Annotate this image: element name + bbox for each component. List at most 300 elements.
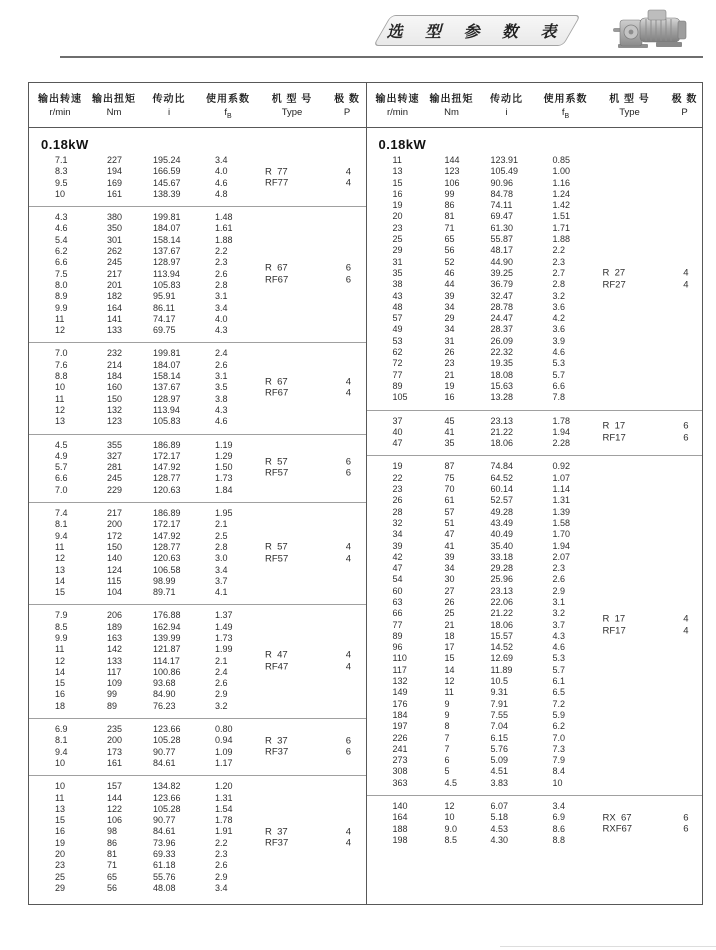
cell-service-factor: 1.24 [552, 188, 571, 199]
cell-ratio: 26.09 [490, 335, 514, 346]
col-header-zh: 机 型 号 [609, 94, 650, 106]
cell-speed: 29 [55, 882, 66, 893]
cell-service-factor: 3.5 [215, 382, 228, 393]
cell-ratio: 120.63 [153, 553, 181, 564]
gear-motor-image [612, 8, 694, 52]
table-section [29, 128, 366, 206]
cell-ratio: 158.14 [153, 234, 181, 245]
cell-torque: 81 [444, 211, 455, 222]
model-type-label: RF57 [265, 467, 289, 479]
cell-speed: 53 [392, 335, 403, 346]
table-row [29, 689, 366, 700]
table-row [367, 541, 703, 552]
cell-torque: 327 [107, 450, 123, 461]
cell-ratio: 137.67 [153, 246, 181, 257]
cell-speed: 62 [392, 347, 403, 358]
cell-torque: 142 [107, 644, 123, 655]
cell-service-factor: 1.58 [552, 517, 571, 528]
cell-torque: 15 [444, 653, 455, 664]
col-header-zh: 传动比 [490, 94, 523, 106]
cell-service-factor: 6.5 [552, 687, 566, 698]
table-section [29, 434, 366, 502]
cell-torque: 8.5 [444, 834, 458, 845]
cell-speed: 149 [392, 687, 408, 698]
cell-torque: 281 [107, 462, 123, 473]
cell-speed: 8.0 [55, 279, 68, 290]
cell-ratio: 22.32 [490, 347, 514, 358]
table-body-right [367, 128, 703, 904]
cell-ratio: 195.24 [153, 155, 181, 165]
cell-torque: 39 [444, 551, 455, 562]
cell-ratio: 84.78 [490, 188, 514, 199]
col-header-torque [427, 90, 477, 120]
cell-service-factor: 1.37 [215, 610, 233, 621]
cell-torque: 184 [107, 371, 123, 382]
cell-ratio: 23.13 [490, 585, 514, 596]
cell-service-factor: 2.2 [215, 246, 228, 257]
model-type-row [603, 824, 703, 835]
col-header-en: Nm [106, 107, 122, 119]
model-type-row [265, 274, 365, 285]
cell-ratio: 6.15 [490, 732, 509, 743]
cell-torque: 98 [107, 826, 118, 837]
table-row [29, 405, 366, 416]
table-row [29, 883, 366, 894]
model-type-label: RF67 [265, 387, 289, 399]
table-row [29, 291, 366, 302]
model-type-row [265, 178, 365, 189]
cell-ratio: 35.40 [490, 540, 514, 551]
cell-service-factor: 1.42 [552, 200, 571, 211]
cell-ratio: 7.55 [490, 709, 509, 720]
model-type-row [603, 432, 703, 443]
model-type-label: R 57 [265, 541, 288, 553]
cell-ratio: 128.77 [153, 541, 181, 552]
poles-value: 4 [345, 826, 351, 838]
model-type-row [265, 661, 365, 672]
cell-service-factor: 4.1 [215, 587, 228, 598]
terminal-box [648, 10, 666, 20]
cell-ratio: 139.99 [153, 632, 181, 643]
cell-ratio: 98.99 [153, 575, 176, 586]
cell-speed: 40 [392, 426, 403, 437]
cell-service-factor: 1.49 [215, 621, 233, 632]
table-row [29, 793, 366, 804]
table-row [29, 485, 366, 496]
cell-torque: 23 [444, 358, 455, 369]
cell-torque: 169 [107, 177, 123, 188]
cell-speed: 14 [55, 575, 66, 586]
table-row [367, 200, 703, 211]
section-rows [29, 610, 366, 712]
model-type-label: R 37 [265, 735, 288, 747]
cell-torque: 150 [107, 541, 123, 552]
cell-speed: 16 [392, 188, 403, 199]
cell-service-factor: 2.8 [215, 279, 228, 290]
cell-torque: 301 [107, 234, 123, 245]
cell-torque: 16 [444, 392, 455, 403]
cell-torque: 46 [444, 267, 455, 278]
cell-speed: 38 [392, 279, 403, 290]
table-row [367, 347, 703, 358]
fan-cover [678, 21, 686, 39]
cell-service-factor: 1.95 [215, 508, 233, 519]
cell-speed: 188 [392, 823, 408, 834]
cell-speed: 39 [392, 540, 403, 551]
col-header-zh: 输出转速 [375, 94, 420, 106]
cell-service-factor: 2.8 [215, 541, 228, 552]
col-header-zh: 传动比 [152, 94, 186, 106]
cell-speed: 34 [392, 529, 403, 540]
cell-service-factor: 4.3 [215, 325, 228, 336]
col-header-service-factor [537, 90, 595, 120]
cell-torque: 350 [107, 223, 123, 234]
table-row [29, 815, 366, 826]
model-type-block [265, 542, 365, 565]
cell-service-factor: 1.17 [215, 757, 233, 768]
cell-speed: 11 [55, 644, 65, 655]
cell-service-factor: 2.9 [215, 689, 228, 700]
table-row [367, 473, 703, 484]
cell-speed: 28 [392, 506, 403, 517]
cell-service-factor: 1.29 [215, 450, 233, 461]
cell-ratio: 7.04 [490, 721, 509, 732]
cell-torque: 11 [444, 687, 454, 698]
table-row [367, 699, 703, 710]
cell-torque: 132 [107, 404, 123, 415]
cell-ratio: 9.31 [490, 687, 509, 698]
cell-ratio: 184.07 [153, 359, 181, 370]
cell-speed: 19 [392, 200, 403, 211]
table-row [29, 781, 366, 792]
cell-service-factor: 3.2 [552, 290, 566, 301]
cell-ratio: 106.58 [153, 564, 181, 575]
cell-torque: 14 [444, 664, 455, 675]
cell-torque: 12 [444, 801, 455, 812]
poles-value: 4 [345, 376, 351, 388]
cell-torque: 122 [107, 803, 123, 814]
col-header-en: P [681, 107, 688, 119]
cell-torque: 9 [444, 698, 450, 709]
cell-torque: 8 [444, 721, 450, 732]
cell-service-factor: 2.6 [215, 359, 228, 370]
cell-torque: 56 [444, 245, 455, 256]
cell-service-factor: 1.78 [215, 815, 233, 826]
cell-speed: 16 [55, 826, 66, 837]
table-section [367, 455, 703, 795]
col-header-zh: 输出扭矩 [429, 94, 474, 106]
table-row [367, 710, 703, 721]
cell-service-factor: 7.2 [552, 698, 566, 709]
cell-speed: 363 [392, 777, 408, 788]
cell-service-factor: 2.28 [552, 438, 571, 449]
cell-ratio: 24.47 [490, 313, 514, 324]
cell-speed: 15 [392, 177, 403, 188]
col-header-zh: 输出转速 [38, 94, 82, 106]
table-row [367, 313, 703, 324]
cell-ratio: 166.59 [153, 166, 181, 177]
cell-ratio: 84.61 [153, 826, 176, 837]
cell-service-factor: 2.1 [215, 655, 228, 666]
cell-service-factor: 6.9 [552, 812, 566, 823]
table-section [29, 718, 366, 775]
cell-torque: 245 [107, 257, 123, 268]
cell-service-factor: 2.3 [215, 849, 228, 860]
cell-speed: 77 [392, 619, 403, 630]
cell-speed: 6.9 [55, 724, 68, 735]
cell-speed: 60 [392, 585, 403, 596]
cell-ratio: 29.28 [490, 563, 514, 574]
cell-service-factor: 2.9 [215, 871, 228, 882]
poles-value: 6 [345, 467, 351, 479]
cell-service-factor: 3.8 [215, 393, 228, 404]
col-header-en: Type [619, 107, 640, 119]
table-row [29, 235, 366, 246]
section-rows [367, 461, 703, 789]
cell-torque: 173 [107, 746, 123, 757]
cell-speed: 20 [55, 849, 66, 860]
selection-parameter-table [28, 82, 703, 905]
table-row [367, 461, 703, 472]
cell-service-factor: 10 [552, 777, 563, 788]
cell-service-factor: 2.6 [215, 678, 228, 689]
table-row [367, 336, 703, 347]
cell-ratio: 10.5 [490, 676, 509, 687]
cell-service-factor: 1.71 [552, 222, 571, 233]
cell-service-factor: 8.4 [552, 766, 566, 777]
cell-ratio: 39.25 [490, 267, 514, 278]
cell-speed: 13 [55, 564, 66, 575]
cell-ratio: 74.11 [490, 200, 513, 211]
cell-ratio: 3.83 [490, 777, 509, 788]
model-type-block [603, 421, 703, 444]
cell-speed: 89 [392, 630, 403, 641]
cell-service-factor: 3.7 [215, 575, 228, 586]
cell-ratio: 89.71 [153, 587, 176, 598]
cell-service-factor: 2.5 [215, 530, 228, 541]
model-type-label: R 57 [265, 456, 288, 468]
cell-torque: 99 [444, 188, 455, 199]
col-header-poles [665, 90, 705, 120]
power-rating-label: 0.18kW [41, 137, 89, 152]
cell-speed: 25 [392, 234, 403, 245]
cell-speed: 23 [392, 222, 403, 233]
cell-speed: 19 [392, 461, 403, 472]
model-type-block [603, 614, 703, 637]
poles-value: 6 [683, 421, 689, 433]
model-type-block [265, 377, 365, 400]
cell-speed: 8.8 [55, 371, 68, 382]
cell-torque: 163 [107, 632, 123, 643]
cell-ratio: 128.97 [153, 393, 181, 404]
table-row [29, 576, 366, 587]
cell-service-factor: 5.3 [552, 358, 566, 369]
table-row [29, 508, 366, 519]
table-row [29, 610, 366, 621]
col-header-en: r/min [49, 107, 71, 119]
poles-value: 6 [683, 823, 689, 835]
table-right-half [366, 83, 703, 904]
section-rows [29, 724, 366, 769]
cell-speed: 11 [55, 541, 65, 552]
cell-speed: 4.6 [55, 223, 68, 234]
cell-torque: 200 [107, 519, 123, 530]
cell-service-factor: 3.7 [552, 619, 566, 630]
cell-ratio: 176.88 [153, 610, 181, 621]
cell-service-factor: 5.7 [552, 369, 566, 380]
cell-service-factor: 1.91 [215, 826, 233, 837]
cell-ratio: 61.30 [490, 222, 514, 233]
cell-speed: 37 [392, 415, 403, 426]
model-type-row [603, 279, 703, 290]
table-row [29, 212, 366, 223]
cell-ratio: 128.97 [153, 257, 181, 268]
cell-ratio: 61.18 [153, 860, 176, 871]
cell-service-factor: 3.2 [215, 700, 228, 711]
cell-torque: 71 [107, 860, 118, 871]
poles-value: 6 [345, 456, 351, 468]
cell-speed: 7.6 [55, 359, 68, 370]
cell-torque: 235 [107, 724, 123, 735]
table-row [29, 189, 366, 200]
cell-service-factor: 2.4 [215, 348, 228, 359]
cell-torque: 229 [107, 484, 123, 495]
poles-value: 4 [683, 267, 689, 279]
cell-service-factor: 0.80 [215, 724, 233, 735]
cell-service-factor: 1.84 [215, 484, 233, 495]
col-header-en: r/min [386, 107, 409, 119]
cell-speed: 23 [55, 860, 66, 871]
cell-torque: 217 [107, 508, 123, 519]
cell-ratio: 44.90 [490, 256, 514, 267]
cell-torque: 57 [444, 506, 455, 517]
cell-ratio: 7.91 [490, 698, 509, 709]
cell-torque: 217 [107, 268, 123, 279]
cell-speed: 48 [392, 301, 403, 312]
cell-ratio: 22.06 [490, 596, 514, 607]
cell-speed: 10 [55, 382, 66, 393]
section-rows [29, 348, 366, 427]
cell-service-factor: 7.0 [552, 732, 566, 743]
cell-service-factor: 6.2 [552, 721, 566, 732]
table-row [29, 849, 366, 860]
table-row [29, 565, 366, 576]
model-type-label: RF17 [602, 625, 626, 637]
model-type-row [265, 456, 365, 467]
cell-ratio: 23.13 [490, 415, 514, 426]
cell-torque: 70 [444, 484, 455, 495]
cell-speed: 49 [392, 324, 403, 335]
cell-speed: 176 [392, 698, 408, 709]
cell-torque: 61 [444, 495, 455, 506]
cell-service-factor: 4.3 [552, 630, 566, 641]
cell-service-factor: 1.31 [215, 792, 233, 803]
cell-service-factor: 1.54 [215, 803, 233, 814]
cell-service-factor: 2.3 [552, 563, 566, 574]
model-type-block [265, 735, 365, 758]
cell-service-factor: 3.2 [552, 608, 566, 619]
cell-torque: 355 [107, 439, 123, 450]
cell-ratio: 60.14 [490, 484, 514, 495]
poles-value: 6 [345, 263, 351, 275]
cell-torque: 26 [444, 596, 455, 607]
table-row [367, 507, 703, 518]
cell-speed: 15 [55, 815, 66, 826]
cell-service-factor: 1.20 [215, 781, 233, 792]
table-row [29, 303, 366, 314]
cell-speed: 226 [392, 732, 408, 743]
cell-ratio: 5.76 [490, 743, 509, 754]
cell-ratio: 18.06 [490, 619, 514, 630]
model-type-row [265, 735, 365, 746]
table-section [367, 410, 703, 456]
cell-ratio: 172.17 [153, 519, 181, 530]
cell-speed: 20 [392, 211, 403, 222]
model-type-label: R 47 [265, 649, 288, 661]
cell-ratio: 13.28 [490, 392, 514, 403]
table-section [29, 342, 366, 433]
poles-value: 6 [683, 432, 689, 444]
model-type-row [265, 838, 365, 849]
cell-service-factor: 5.9 [552, 709, 566, 720]
col-header-zh: 使用系数 [206, 94, 250, 106]
table-row [367, 653, 703, 664]
table-row [367, 370, 703, 381]
model-type-block [603, 268, 703, 291]
cell-service-factor: 2.9 [552, 585, 566, 596]
model-type-row [603, 268, 703, 279]
cell-service-factor: 3.4 [215, 302, 228, 313]
cell-ratio: 105.49 [490, 166, 519, 177]
cell-speed: 29 [392, 245, 403, 256]
cell-ratio: 18.06 [490, 438, 514, 449]
poles-value: 4 [345, 837, 351, 849]
col-header-ratio [139, 90, 199, 120]
poles-value: 6 [345, 274, 351, 286]
table-row [29, 860, 366, 871]
cell-ratio: 105.83 [153, 416, 181, 427]
section-rows [29, 155, 366, 200]
cell-ratio: 36.79 [490, 279, 514, 290]
cell-service-factor: 2.7 [552, 267, 566, 278]
model-type-label: RF57 [265, 553, 289, 565]
cell-speed: 11 [392, 155, 402, 165]
table-row [367, 155, 703, 166]
cell-torque: 144 [444, 155, 460, 165]
cell-service-factor: 4.6 [215, 416, 228, 427]
table-row [367, 166, 703, 177]
cell-service-factor: 1.09 [215, 746, 233, 757]
table-row [367, 766, 703, 777]
cell-service-factor: 2.2 [215, 837, 228, 848]
cell-service-factor: 1.70 [552, 529, 571, 540]
table-row [29, 416, 366, 427]
cell-ratio: 86.11 [153, 302, 175, 313]
model-type-row [265, 377, 365, 388]
col-header-poles [327, 90, 367, 120]
cell-torque: 99 [107, 689, 118, 700]
cell-service-factor: 3.1 [552, 596, 566, 607]
model-type-label: R 17 [602, 613, 626, 625]
cell-service-factor: 2.4 [215, 666, 228, 677]
table-row [367, 733, 703, 744]
cell-torque: 140 [107, 553, 123, 564]
cell-service-factor: 2.8 [552, 279, 566, 290]
cell-speed: 11 [55, 792, 65, 803]
cell-service-factor: 1.00 [552, 166, 571, 177]
cell-torque: 39 [444, 290, 455, 301]
col-header-zh: 输出扭矩 [92, 94, 136, 106]
